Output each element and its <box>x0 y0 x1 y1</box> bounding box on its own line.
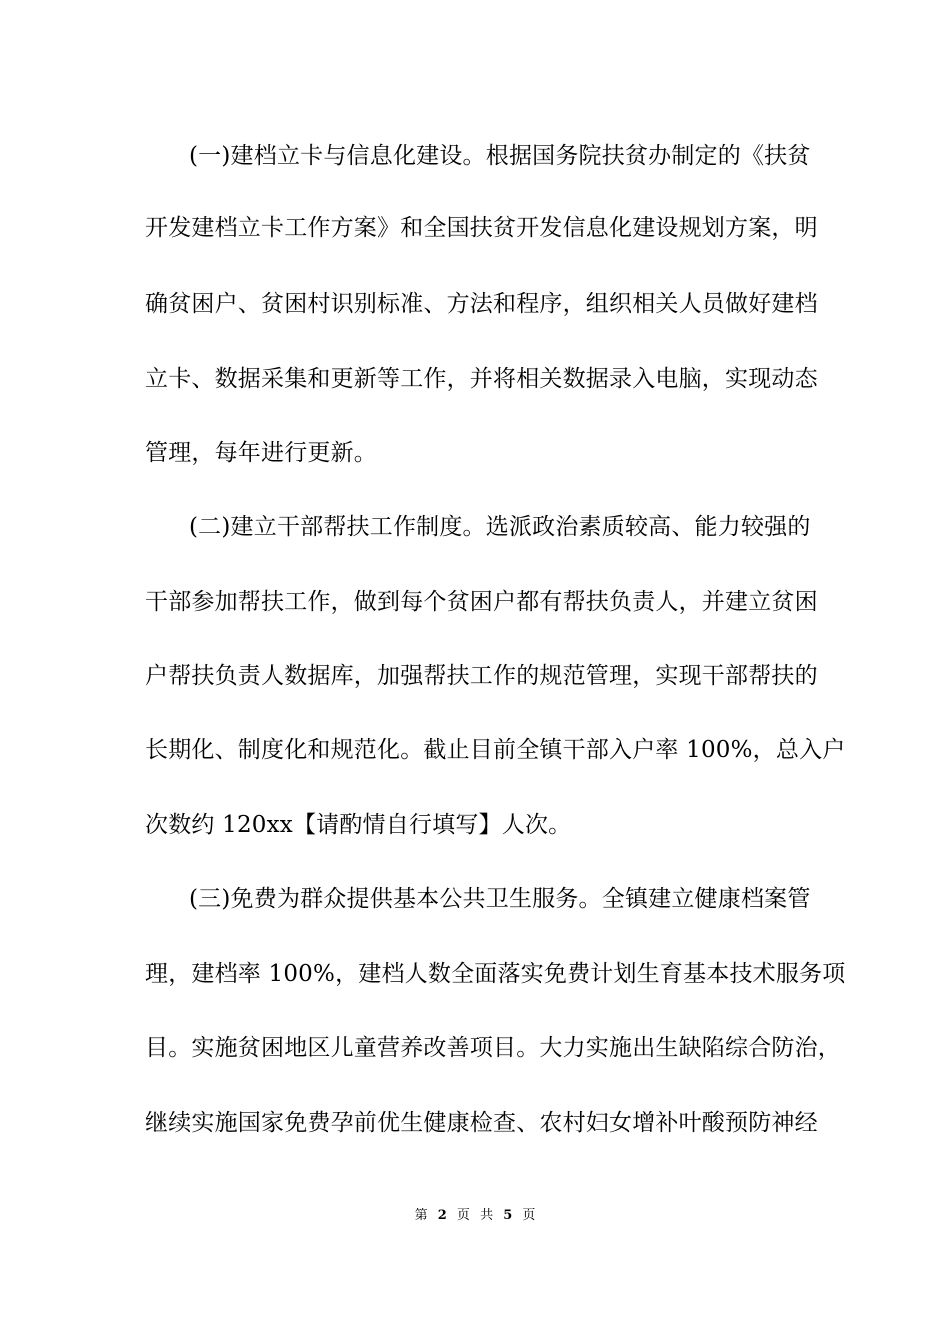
footer-suffix: 页 <box>522 1208 536 1223</box>
paragraph-3-line-1: (三)免费为群众提供基本公共卫生服务。全镇建立健康档案管 <box>189 886 811 912</box>
footer-prefix: 第 <box>414 1208 428 1223</box>
paragraph-1-line-2: 开发建档立卡工作方案》和全国扶贫开发信息化建设规划方案，明 <box>145 215 818 241</box>
paragraph-1-line-1: (一)建档立卡与信息化建设。根据国务院扶贫办制定的《扶贫 <box>189 143 811 169</box>
current-page-number: 2 <box>437 1208 447 1223</box>
paragraph-3-line-3: 目。实施贫困地区儿童营养改善项目。大力实施出生缺陷综合防治， <box>145 1035 841 1061</box>
paragraph-1-line-3: 确贫困户、贫困村识别标准、方法和程序，组织相关人员做好建档 <box>145 291 818 317</box>
paragraph-3-line-4: 继续实施国家免费孕前优生健康检查、农村妇女增补叶酸预防神经 <box>145 1110 818 1136</box>
total-pages-number: 5 <box>503 1208 513 1223</box>
paragraph-1-line-4: 立卡、数据采集和更新等工作，并将相关数据录入电脑，实现动态 <box>145 366 818 392</box>
paragraph-2-line-4: 长期化、制度化和规范化。截止目前全镇干部入户率 100%，总入户 <box>145 737 846 763</box>
paragraph-2-line-5: 次数约 120xx【请酌情自行填写】人次。 <box>145 812 572 838</box>
footer-total-word: 共 <box>480 1208 494 1223</box>
page-footer <box>0 1207 950 1225</box>
paragraph-2-line-2: 干部参加帮扶工作，做到每个贫困户都有帮扶负责人，并建立贫困 <box>145 589 818 615</box>
footer-page-word: 页 <box>456 1208 470 1223</box>
paragraph-2-line-3: 户帮扶负责人数据库，加强帮扶工作的规范管理，实现干部帮扶的 <box>145 663 818 689</box>
paragraph-2-line-1: (二)建立干部帮扶工作制度。选派政治素质较高、能力较强的 <box>189 514 811 540</box>
paragraph-1-line-5: 管理，每年进行更新。 <box>145 440 377 466</box>
paragraph-3-line-2: 理，建档率 100%，建档人数全面落实免费计划生育基本技术服务项 <box>145 961 846 987</box>
